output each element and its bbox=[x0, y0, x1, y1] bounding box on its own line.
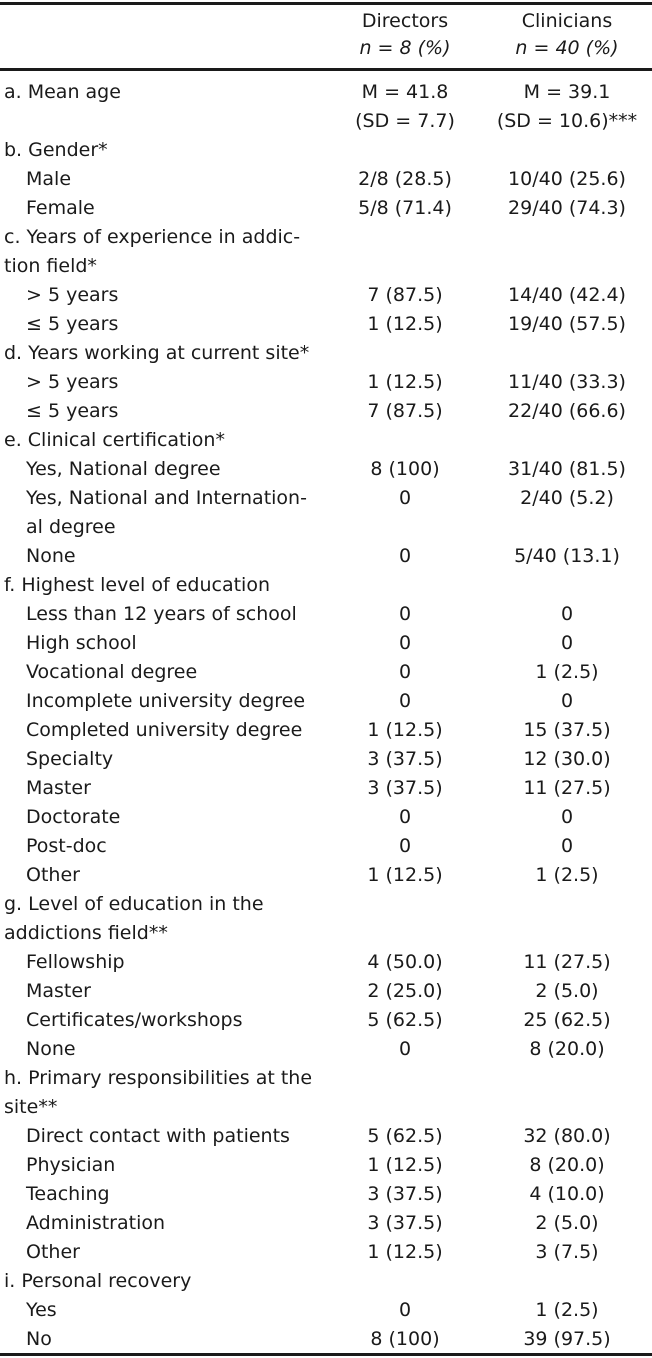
table-row bbox=[0, 861, 652, 890]
clinicians-value-line: 0 bbox=[560, 835, 574, 857]
row-category-label bbox=[4, 426, 225, 455]
row-sublabel bbox=[26, 281, 118, 310]
header-directors bbox=[335, 8, 475, 62]
row-category-label bbox=[4, 1064, 312, 1122]
table-row bbox=[0, 629, 652, 658]
table-row bbox=[0, 310, 652, 339]
row-sublabel bbox=[26, 832, 107, 861]
directors-value bbox=[335, 1151, 475, 1180]
clinicians-value bbox=[482, 658, 652, 687]
row-sublabel bbox=[26, 803, 120, 832]
clinicians-value bbox=[482, 687, 652, 716]
directors-value bbox=[335, 832, 475, 861]
table-row bbox=[0, 1267, 652, 1296]
table-row bbox=[0, 136, 652, 165]
row-label-line: None bbox=[26, 545, 76, 567]
table-row bbox=[0, 1325, 652, 1354]
row-category-label bbox=[4, 78, 121, 107]
row-sublabel bbox=[26, 368, 118, 397]
table-bottom-rule bbox=[0, 1353, 652, 1356]
row-sublabel bbox=[26, 165, 71, 194]
table-row bbox=[0, 426, 652, 455]
clinicians-value-line: (SD = 10.6)*** bbox=[496, 110, 638, 132]
clinicians-value bbox=[482, 368, 652, 397]
row-sublabel bbox=[26, 310, 118, 339]
clinicians-value bbox=[482, 832, 652, 861]
row-sublabel bbox=[26, 600, 297, 629]
row-sublabel bbox=[26, 658, 197, 687]
clinicians-value-line: 10/40 (25.6) bbox=[508, 168, 626, 190]
clinicians-value-line: 1 (2.5) bbox=[535, 864, 599, 886]
clinicians-value bbox=[482, 600, 652, 629]
directors-value-line: 5/8 (71.4) bbox=[358, 197, 452, 219]
clinicians-value-line: 0 bbox=[560, 632, 574, 654]
table-row bbox=[0, 165, 652, 194]
directors-value bbox=[335, 1238, 475, 1267]
clinicians-value-line: 32 (80.0) bbox=[523, 1125, 611, 1147]
clinicians-value-line: 31/40 (81.5) bbox=[508, 458, 626, 480]
table-row bbox=[0, 745, 652, 774]
directors-value bbox=[335, 281, 475, 310]
clinicians-value bbox=[482, 165, 652, 194]
row-sublabel bbox=[26, 716, 302, 745]
clinicians-value-line: 8 (20.0) bbox=[529, 1154, 605, 1176]
directors-value-line: 0 bbox=[398, 632, 412, 654]
directors-value-line: 2/8 (28.5) bbox=[358, 168, 452, 190]
row-label-line: > 5 years bbox=[26, 371, 119, 393]
directors-value bbox=[335, 600, 475, 629]
row-label-line: tion field* bbox=[4, 255, 97, 277]
row-label-line: Master bbox=[26, 777, 91, 799]
row-sublabel bbox=[26, 745, 113, 774]
table-body bbox=[0, 78, 652, 1354]
clinicians-value bbox=[482, 1035, 652, 1064]
directors-value bbox=[335, 542, 475, 571]
row-label-line: Direct contact with patients bbox=[26, 1125, 290, 1147]
row-label-line: g. Level of education in the bbox=[4, 893, 264, 915]
clinicians-value bbox=[482, 1180, 652, 1209]
row-label-line: Other bbox=[26, 1241, 80, 1263]
clinicians-value bbox=[482, 1296, 652, 1325]
row-label-line: Master bbox=[26, 980, 91, 1002]
row-label-line: f. Highest level of education bbox=[4, 574, 270, 596]
clinicians-value-line: 5/40 (13.1) bbox=[514, 545, 620, 567]
directors-value-line: 3 (37.5) bbox=[367, 1212, 443, 1234]
row-sublabel bbox=[26, 629, 137, 658]
table-row bbox=[0, 977, 652, 1006]
directors-value-line: 1 (12.5) bbox=[367, 1241, 443, 1263]
table-row bbox=[0, 1296, 652, 1325]
directors-value bbox=[335, 484, 475, 513]
row-category-label bbox=[4, 223, 300, 281]
table-row bbox=[0, 1064, 652, 1122]
directors-value-line: 8 (100) bbox=[370, 1328, 440, 1350]
clinicians-value-line: 0 bbox=[560, 603, 574, 625]
row-sublabel bbox=[26, 397, 118, 426]
directors-value bbox=[335, 977, 475, 1006]
row-category-label bbox=[4, 571, 270, 600]
clinicians-value-line: 2 (5.0) bbox=[535, 1212, 599, 1234]
row-sublabel bbox=[26, 861, 80, 890]
row-label-line: site** bbox=[4, 1096, 58, 1118]
row-sublabel bbox=[26, 948, 125, 977]
table-row bbox=[0, 1151, 652, 1180]
row-sublabel bbox=[26, 1006, 243, 1035]
directors-value bbox=[335, 658, 475, 687]
clinicians-value-line: 22/40 (66.6) bbox=[508, 400, 626, 422]
directors-value-line: 5 (62.5) bbox=[367, 1009, 443, 1031]
clinicians-value-line: 12 (30.0) bbox=[523, 748, 611, 770]
table-row bbox=[0, 600, 652, 629]
row-label-line: Male bbox=[26, 168, 72, 190]
clinicians-value bbox=[482, 948, 652, 977]
table-row bbox=[0, 542, 652, 571]
table-row bbox=[0, 194, 652, 223]
directors-value bbox=[335, 1209, 475, 1238]
directors-value bbox=[335, 803, 475, 832]
table-row bbox=[0, 484, 652, 542]
table-row bbox=[0, 78, 652, 136]
directors-value bbox=[335, 1296, 475, 1325]
directors-value bbox=[335, 1006, 475, 1035]
row-category-label bbox=[4, 136, 108, 165]
row-label-line: No bbox=[26, 1328, 52, 1350]
clinicians-value bbox=[482, 194, 652, 223]
directors-value-line: 1 (12.5) bbox=[367, 1154, 443, 1176]
directors-value bbox=[335, 78, 475, 136]
clinicians-value bbox=[482, 310, 652, 339]
clinicians-value-line: 15 (37.5) bbox=[523, 719, 611, 741]
row-sublabel bbox=[26, 1035, 76, 1064]
row-label-line: a. Mean age bbox=[4, 81, 121, 103]
row-label-line: None bbox=[26, 1038, 76, 1060]
clinicians-value-line: 39 (97.5) bbox=[523, 1328, 611, 1350]
table-row bbox=[0, 223, 652, 281]
header-directors-title: Directors bbox=[361, 10, 449, 32]
clinicians-value-line: 19/40 (57.5) bbox=[508, 313, 626, 335]
header-clinicians bbox=[482, 8, 652, 62]
directors-value-line: 0 bbox=[398, 545, 412, 567]
directors-value-line: 2 (25.0) bbox=[367, 980, 443, 1002]
clinicians-value bbox=[482, 1122, 652, 1151]
row-sublabel bbox=[26, 484, 307, 542]
row-category-label bbox=[4, 890, 264, 948]
directors-value-line: 5 (62.5) bbox=[367, 1125, 443, 1147]
directors-value bbox=[335, 194, 475, 223]
row-label-line: Female bbox=[26, 197, 95, 219]
row-label-line: e. Clinical certification* bbox=[4, 429, 225, 451]
row-label-line: Less than 12 years of school bbox=[26, 603, 297, 625]
header-clinicians-n: n = 40 (%) bbox=[515, 37, 619, 59]
table-row bbox=[0, 803, 652, 832]
clinicians-value-line: 11 (27.5) bbox=[523, 951, 611, 973]
clinicians-value bbox=[482, 745, 652, 774]
directors-value-line: 7 (87.5) bbox=[367, 284, 443, 306]
row-sublabel bbox=[26, 1296, 57, 1325]
directors-value bbox=[335, 1035, 475, 1064]
header-directors-n: n = 8 (%) bbox=[359, 37, 451, 59]
clinicians-value-line: 11/40 (33.3) bbox=[508, 371, 626, 393]
row-sublabel bbox=[26, 687, 305, 716]
clinicians-value bbox=[482, 1238, 652, 1267]
table-row bbox=[0, 571, 652, 600]
row-sublabel bbox=[26, 977, 91, 1006]
directors-value-line: 1 (12.5) bbox=[367, 864, 443, 886]
clinicians-value-line: 8 (20.0) bbox=[529, 1038, 605, 1060]
table-row bbox=[0, 716, 652, 745]
clinicians-value-line: 2 (5.0) bbox=[535, 980, 599, 1002]
clinicians-value-line: 2/40 (5.2) bbox=[520, 487, 614, 509]
clinicians-value bbox=[482, 455, 652, 484]
row-category-label bbox=[4, 1267, 191, 1296]
directors-value-line: 0 bbox=[398, 835, 412, 857]
clinicians-value bbox=[482, 1209, 652, 1238]
directors-value-line: 0 bbox=[398, 487, 412, 509]
row-label-line: Physician bbox=[26, 1154, 116, 1176]
directors-value bbox=[335, 687, 475, 716]
row-label-line: Administration bbox=[26, 1212, 166, 1234]
table-row bbox=[0, 1006, 652, 1035]
directors-value-line: 1 (12.5) bbox=[367, 313, 443, 335]
directors-value bbox=[335, 310, 475, 339]
directors-value-line: 0 bbox=[398, 690, 412, 712]
clinicians-value bbox=[482, 1151, 652, 1180]
directors-value bbox=[335, 1325, 475, 1354]
row-sublabel bbox=[26, 1209, 165, 1238]
directors-value-line: 1 (12.5) bbox=[367, 371, 443, 393]
table-row bbox=[0, 339, 652, 368]
table-row bbox=[0, 281, 652, 310]
clinicians-value-line: M = 39.1 bbox=[523, 81, 611, 103]
table-row bbox=[0, 1035, 652, 1064]
directors-value bbox=[335, 629, 475, 658]
row-label-line: addictions field** bbox=[4, 922, 168, 944]
table-row bbox=[0, 687, 652, 716]
table-row bbox=[0, 368, 652, 397]
row-label-line: Yes bbox=[26, 1299, 57, 1321]
directors-value-line: 0 bbox=[398, 806, 412, 828]
clinicians-value bbox=[482, 861, 652, 890]
clinicians-value bbox=[482, 1006, 652, 1035]
clinicians-value bbox=[482, 774, 652, 803]
table-row bbox=[0, 1122, 652, 1151]
row-label-line: al degree bbox=[26, 516, 116, 538]
clinicians-value-line: 29/40 (74.3) bbox=[508, 197, 626, 219]
clinicians-value bbox=[482, 281, 652, 310]
row-label-line: Teaching bbox=[26, 1183, 110, 1205]
clinicians-value bbox=[482, 629, 652, 658]
table-header bbox=[0, 8, 652, 66]
clinicians-value bbox=[482, 716, 652, 745]
directors-value bbox=[335, 165, 475, 194]
row-sublabel bbox=[26, 194, 95, 223]
row-sublabel bbox=[26, 1238, 80, 1267]
clinicians-value bbox=[482, 1325, 652, 1354]
directors-value-line: 0 bbox=[398, 1038, 412, 1060]
table-row bbox=[0, 1180, 652, 1209]
row-label-line: > 5 years bbox=[26, 284, 119, 306]
row-label-line: c. Years of experience in addic- bbox=[4, 226, 301, 248]
directors-value-line: 3 (37.5) bbox=[367, 1183, 443, 1205]
clinicians-value-line: 3 (7.5) bbox=[535, 1241, 599, 1263]
clinicians-value-line: 0 bbox=[560, 690, 574, 712]
row-label-line: d. Years working at current site* bbox=[4, 342, 310, 364]
table-row bbox=[0, 890, 652, 948]
table-row bbox=[0, 1209, 652, 1238]
directors-value bbox=[335, 948, 475, 977]
table-row bbox=[0, 1238, 652, 1267]
directors-value bbox=[335, 745, 475, 774]
directors-value-line: 7 (87.5) bbox=[367, 400, 443, 422]
directors-value bbox=[335, 861, 475, 890]
row-label-line: ≤ 5 years bbox=[26, 400, 119, 422]
table-row bbox=[0, 774, 652, 803]
directors-value-line: 0 bbox=[398, 661, 412, 683]
row-label-line: Certificates/workshops bbox=[26, 1009, 243, 1031]
clinicians-value bbox=[482, 484, 652, 513]
header-clinicians-title: Clinicians bbox=[521, 10, 613, 32]
row-label-line: Doctorate bbox=[26, 806, 121, 828]
row-category-label bbox=[4, 339, 309, 368]
row-label-line: Completed university degree bbox=[26, 719, 303, 741]
clinicians-value bbox=[482, 78, 652, 136]
clinicians-value-line: 1 (2.5) bbox=[535, 1299, 599, 1321]
directors-value bbox=[335, 1122, 475, 1151]
table-row bbox=[0, 397, 652, 426]
row-label-line: Specialty bbox=[26, 748, 114, 770]
clinicians-value-line: 14/40 (42.4) bbox=[508, 284, 626, 306]
directors-value bbox=[335, 397, 475, 426]
directors-value-line: 3 (37.5) bbox=[367, 777, 443, 799]
row-label-line: h. Primary responsibilities at the bbox=[4, 1067, 313, 1089]
directors-value-line: 3 (37.5) bbox=[367, 748, 443, 770]
directors-value-line: 0 bbox=[398, 603, 412, 625]
row-label-line: Other bbox=[26, 864, 80, 886]
directors-value-line: 8 (100) bbox=[370, 458, 440, 480]
directors-value-line: (SD = 7.7) bbox=[355, 110, 455, 132]
table-top-rule bbox=[0, 2, 652, 5]
row-sublabel bbox=[26, 1325, 52, 1354]
directors-value bbox=[335, 368, 475, 397]
row-label-line: Fellowship bbox=[26, 951, 125, 973]
table-header-rule bbox=[0, 68, 652, 71]
row-label-line: ≤ 5 years bbox=[26, 313, 119, 335]
row-sublabel bbox=[26, 774, 91, 803]
clinicians-value bbox=[482, 803, 652, 832]
clinicians-value bbox=[482, 397, 652, 426]
directors-value-line: 1 (12.5) bbox=[367, 719, 443, 741]
row-sublabel bbox=[26, 1151, 115, 1180]
row-label-line: Yes, National degree bbox=[26, 458, 221, 480]
clinicians-value-line: 1 (2.5) bbox=[535, 661, 599, 683]
table-row bbox=[0, 948, 652, 977]
table-row bbox=[0, 455, 652, 484]
clinicians-value-line: 25 (62.5) bbox=[523, 1009, 611, 1031]
row-sublabel bbox=[26, 1122, 290, 1151]
clinicians-value-line: 0 bbox=[560, 806, 574, 828]
row-label-line: High school bbox=[26, 632, 137, 654]
row-sublabel bbox=[26, 542, 76, 571]
row-label-line: Incomplete university degree bbox=[26, 690, 306, 712]
directors-value-line: 0 bbox=[398, 1299, 412, 1321]
directors-value-line: 4 (50.0) bbox=[367, 951, 443, 973]
clinicians-value bbox=[482, 977, 652, 1006]
row-label-line: Yes, National and Internation- bbox=[26, 487, 307, 509]
row-label-line: i. Personal recovery bbox=[4, 1270, 192, 1292]
clinicians-value-line: 4 (10.0) bbox=[529, 1183, 605, 1205]
directors-value-line: M = 41.8 bbox=[361, 81, 449, 103]
row-sublabel bbox=[26, 455, 221, 484]
directors-value bbox=[335, 716, 475, 745]
table-row bbox=[0, 658, 652, 687]
directors-value bbox=[335, 455, 475, 484]
row-label-line: Vocational degree bbox=[26, 661, 198, 683]
row-label-line: Post-doc bbox=[26, 835, 107, 857]
directors-value bbox=[335, 774, 475, 803]
clinicians-value-line: 11 (27.5) bbox=[523, 777, 611, 799]
directors-value bbox=[335, 1180, 475, 1209]
row-label-line: b. Gender* bbox=[4, 139, 108, 161]
table-row bbox=[0, 832, 652, 861]
row-sublabel bbox=[26, 1180, 110, 1209]
clinicians-value bbox=[482, 542, 652, 571]
